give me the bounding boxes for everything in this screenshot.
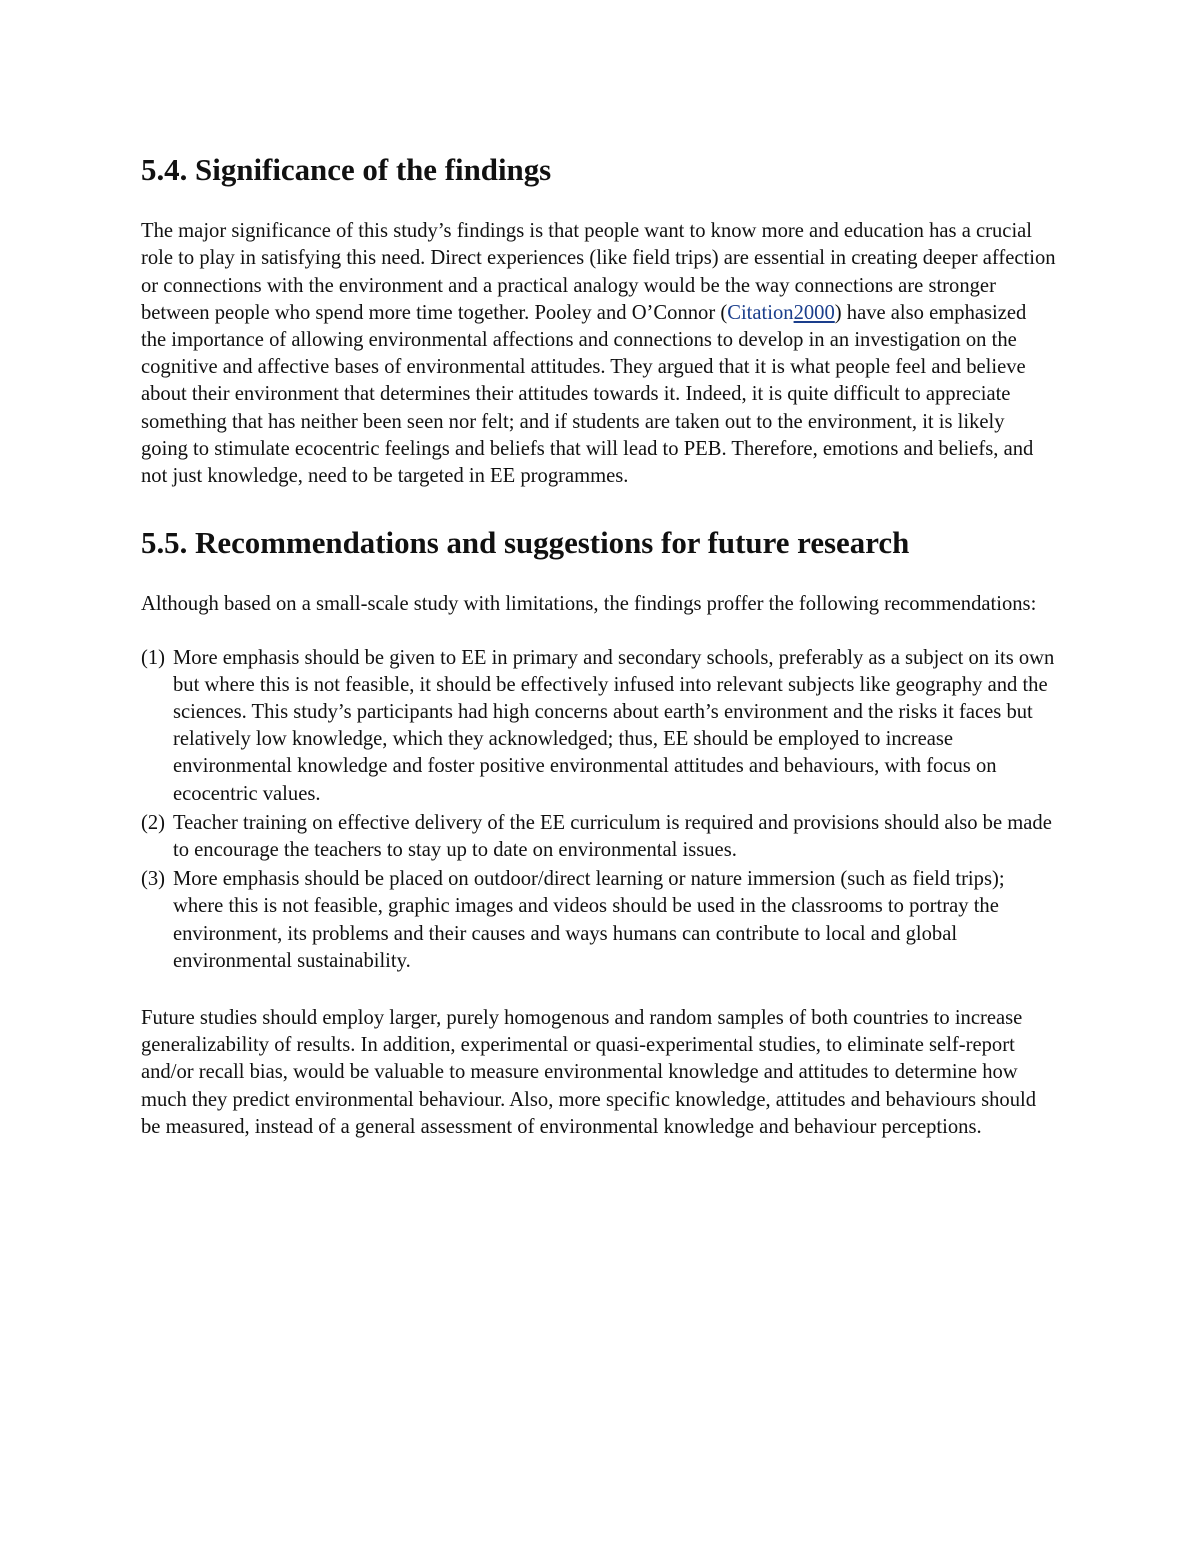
document-page — [141, 152, 1056, 1141]
paragraph-recommendations-intro: Although based on a small-scale study with limitations, the findings proffer the following recommendations: — [141, 593, 1037, 616]
list-item-text: More emphasis should be placed on outdoor/direct learning or nature immersion (such as field trips); where this is not feasible, graphic images and videos should be used in the classrooms to portray the environment, its problems and their causes and ways humans can contribute to local and global environmental sustainability. — [173, 868, 1005, 972]
citation-year: 2000 — [793, 301, 835, 324]
citation-label: Citation — [727, 301, 794, 324]
list-item-text: More emphasis should be given to EE in primary and secondary schools, preferably as a subject on its own but where this is not feasible, it should be effectively infused into relevant subjects like geography and the sciences. This study’s participants had high concerns about earth’s environment and the risks it faces but relatively low knowledge, which they acknowledged; thus, EE should be employed to increase environmental knowledge and foster positive environmental attitudes and behaviours, with focus on ecocentric values. — [173, 646, 1055, 805]
citation-link[interactable] — [727, 302, 835, 324]
paragraph-significance-text-end: ) have also emphasized the importance of allowing environmental affections and connections to develop in an investigation on the cognitive and affective bases of environmental attitudes. They argued that it is what people feel and believe about their environment that determines their attitudes towards it. Indeed, it is quite difficult to appreciate something that has neither been seen nor felt; and if students are taken out to the environment, it is likely going to stimulate ecocentric feelings and beliefs that will lead to PEB. Therefore, emotions and beliefs, and not just knowledge, need to be targeted in EE programmes. — [141, 301, 1034, 488]
paragraph-significance — [141, 218, 1056, 490]
section-heading-recommendations: 5.5. Recommendations and suggestions for future research — [141, 525, 910, 561]
list-item — [141, 866, 1056, 975]
list-item — [141, 810, 1056, 864]
list-item — [141, 645, 1056, 808]
recommendations-list — [141, 645, 1056, 975]
paragraph-significance-text-start: The major significance of this study’s findings is that people want to know more and education has a crucial role to play in satisfying this need. Direct experiences (like field trips) are essential in creating deeper affection or connections with the environment and a practical analogy would be the way connections are stronger between people who spend more time together. Pooley and O’Connor ( — [141, 220, 1056, 324]
list-item-number: (1) — [141, 646, 166, 669]
paragraph-future-research: Future studies should employ larger, purely homogenous and random samples of both countries to increase generalizability of results. In addition, experimental or quasi-experimental studies, to eliminate self-report and/or recall bias, would be valuable to measure environmental knowledge and attitudes to determine how much they predict environmental behaviour. Also, more specific knowledge, attitudes and behaviours should be measured, instead of a general assessment of environmental knowledge and behaviour perceptions. — [141, 1007, 1037, 1138]
section-heading-significance: 5.4. Significance of the findings — [141, 152, 552, 187]
list-item-number: (2) — [141, 811, 166, 834]
list-item-number: (3) — [141, 868, 166, 891]
list-item-text: Teacher training on effective delivery of the EE curriculum is required and provisions should also be made to encourage the teachers to stay up to date on environmental issues. — [173, 811, 1052, 862]
